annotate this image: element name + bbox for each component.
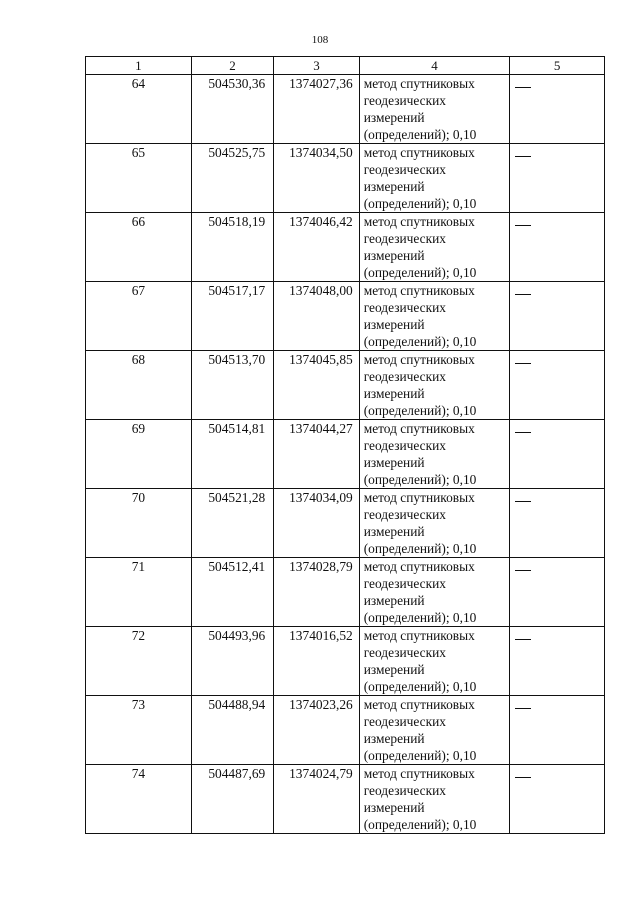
method-text: метод спутниковых геодезических измерений (определений); 0,10 [363,352,477,418]
table-row [86,558,605,627]
method-cell [359,420,510,489]
table-row [86,420,605,489]
note-cell [510,489,605,558]
method-cell [359,75,510,144]
point-number-cell: 74 [86,765,192,834]
coordinate-x-cell: 504512,41 [191,558,273,627]
note-cell [510,696,605,765]
method-cell [359,558,510,627]
method-text: метод спутниковых геодезических измерений (определений); 0,10 [363,766,477,832]
note-dash [515,432,531,433]
note-cell [510,75,605,144]
note-dash [515,363,531,364]
method-cell [359,489,510,558]
method-cell [359,213,510,282]
coordinate-x-cell: 504525,75 [191,144,273,213]
method-text: метод спутниковых геодезических измерений (определений); 0,10 [363,559,477,625]
table-row [86,765,605,834]
note-dash [515,501,531,502]
table-header-row [86,57,605,75]
method-text: метод спутниковых геодезических измерений (определений); 0,10 [363,145,477,211]
coordinate-x-cell: 504493,96 [191,627,273,696]
point-number-cell: 68 [86,351,192,420]
method-cell [359,351,510,420]
point-number-cell: 64 [86,75,192,144]
coordinate-x-cell: 504513,70 [191,351,273,420]
coordinate-x-cell: 504518,19 [191,213,273,282]
note-cell [510,420,605,489]
note-dash [515,708,531,709]
coordinate-x-cell: 504488,94 [191,696,273,765]
table-row [86,489,605,558]
coordinate-x-cell: 504517,17 [191,282,273,351]
method-text: метод спутниковых геодезических измерений (определений); 0,10 [363,214,477,280]
note-cell [510,351,605,420]
note-dash [515,570,531,571]
coordinate-y-cell: 1374045,85 [274,351,359,420]
note-dash [515,777,531,778]
point-number-cell: 73 [86,696,192,765]
note-cell [510,627,605,696]
coordinate-y-cell: 1374028,79 [274,558,359,627]
method-text: метод спутниковых геодезических измерений (определений); 0,10 [363,490,477,556]
method-text: метод спутниковых геодезических измерений (определений); 0,10 [363,283,477,349]
note-dash [515,639,531,640]
coordinate-y-cell: 1374024,79 [274,765,359,834]
point-number-cell: 72 [86,627,192,696]
coordinate-y-cell: 1374027,36 [274,75,359,144]
header-col-1: 1 [86,57,192,75]
header-col-4: 4 [359,57,510,75]
note-cell [510,558,605,627]
method-cell [359,696,510,765]
note-cell [510,765,605,834]
coordinate-x-cell: 504514,81 [191,420,273,489]
note-cell [510,282,605,351]
coordinate-x-cell: 504487,69 [191,765,273,834]
coordinate-x-cell: 504530,36 [191,75,273,144]
note-cell [510,213,605,282]
coordinate-y-cell: 1374048,00 [274,282,359,351]
method-text: метод спутниковых геодезических измерений (определений); 0,10 [363,697,477,763]
header-col-3: 3 [274,57,359,75]
note-dash [515,225,531,226]
table-row [86,213,605,282]
point-number-cell: 65 [86,144,192,213]
note-dash [515,156,531,157]
method-cell [359,144,510,213]
header-col-5: 5 [510,57,605,75]
method-cell [359,627,510,696]
page-number: 108 [311,34,329,46]
coordinate-y-cell: 1374023,26 [274,696,359,765]
note-cell [510,144,605,213]
point-number-cell: 70 [86,489,192,558]
point-number-cell: 67 [86,282,192,351]
table-row [86,282,605,351]
method-text: метод спутниковых геодезических измерений (определений); 0,10 [363,76,477,142]
method-text: метод спутниковых геодезических измерений (определений); 0,10 [363,421,477,487]
note-dash [515,294,531,295]
method-cell [359,282,510,351]
coordinate-y-cell: 1374016,52 [274,627,359,696]
table-row [86,144,605,213]
method-cell [359,765,510,834]
point-number-cell: 71 [86,558,192,627]
coordinate-x-cell: 504521,28 [191,489,273,558]
coordinate-y-cell: 1374044,27 [274,420,359,489]
coordinate-y-cell: 1374034,50 [274,144,359,213]
header-col-2: 2 [191,57,273,75]
note-dash [515,87,531,88]
method-text: метод спутниковых геодезических измерений (определений); 0,10 [363,628,477,694]
coordinate-y-cell: 1374046,42 [274,213,359,282]
point-number-cell: 66 [86,213,192,282]
table-row [86,627,605,696]
table-row [86,351,605,420]
point-number-cell: 69 [86,420,192,489]
coordinate-y-cell: 1374034,09 [274,489,359,558]
coordinates-table [85,56,605,834]
table-row [86,75,605,144]
table-row [86,696,605,765]
